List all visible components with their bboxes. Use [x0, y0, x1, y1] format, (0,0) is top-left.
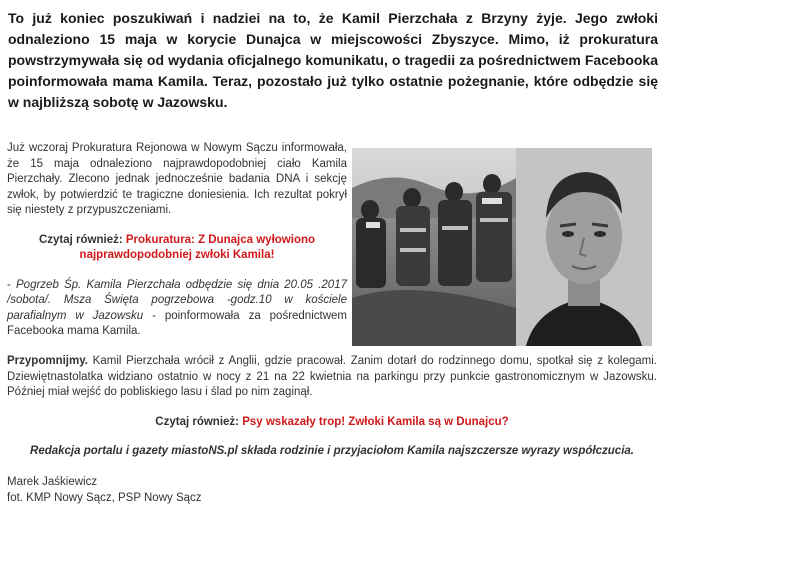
- quote-suffix: - poinformowała za pośrednictwem Facebooka mama Kamila.: [7, 309, 347, 337]
- quote-italic: Pogrzeb Śp. Kamila Pierzchała odbędzie się dnia 20.05 .2017 /sobota/. Msza Święta pogrzebowa -godz.10 w kościele parafialnym w Jazowsku: [7, 278, 347, 322]
- condolences: Redakcja portalu i gazety miastoNS.pl składa rodzinie i przyjaciołom Kamila najszczersze wyrazy współczucia.: [30, 445, 634, 457]
- see-also-1-link[interactable]: Prokuratura: Z Dunajca wyłowiono najprawdopodobniej zwłoki Kamila!: [79, 233, 316, 261]
- see-also-2-link[interactable]: Psy wskazały trop! Zwłoki Kamila są w Dunajcu?: [242, 416, 509, 428]
- photo-credit: fot. KMP Nowy Sącz, PSP Nowy Sącz: [7, 491, 202, 504]
- reminder-text: Kamil Pierzchała wrócił z Anglii, gdzie pracował. Zanim dotarł do rodzinnego domu, spotkał się z kolegami. Dziewiętnastolatka widziano ostatnio w nocy z 21 na 22 kwietnia na parkingu przy punkcie gastronomicznym w Jazowsku. Później miał wejść do pobliskiego lasu i ślad po nim zaginął.: [7, 355, 657, 398]
- quote-prefix: -: [7, 278, 17, 291]
- see-also-2-label: Czytaj również:: [155, 416, 243, 428]
- portrait-photo: [516, 148, 652, 346]
- signature: [7, 475, 202, 506]
- rescue-team-photo: [352, 148, 516, 346]
- reminder-paragraph: [7, 354, 657, 401]
- article-lead: To już koniec poszukiwań i nadziei na to, że Kamil Pierzchała z Brzyny żyje. Jego zwłoki odnaleziono 15 maja w korycie Dunajca w miejscowości Zbyszyce. Mimo, iż prokuratura powstrzymywała się od wydania oficjalnego komunikatu, o tragedii za pośrednictwem Facebooka poinformowała mama Kamila. Teraz, pozostało już tylko ostatnie pożegnanie, które odbędzie się w najbliższą sobotę w Jazowsku.: [8, 10, 658, 110]
- article-left-column: [7, 141, 347, 340]
- author: Marek Jaśkiewicz: [7, 476, 98, 488]
- see-also-1-label: Czytaj również:: [38, 233, 126, 246]
- paragraph-prosecutor: Już wczoraj Prokuratura Rejonowa w Nowym Sączu informowała, że 15 maja odnaleziono najprawdopodobniej ciało Kamila Pierzchały. Zlecono jednak jednocześnie badania DNA i sekcję zwłok, by potwierdzić te tragiczne doniesienia. Ich rezultat pokrył się niestety z przypuszczeniami.: [7, 142, 347, 216]
- funeral-quote: [7, 278, 347, 340]
- see-also-2: [7, 415, 657, 431]
- see-also-1: [7, 233, 347, 264]
- article-photos: [352, 148, 652, 346]
- reminder-label: Przypomnijmy.: [7, 355, 88, 367]
